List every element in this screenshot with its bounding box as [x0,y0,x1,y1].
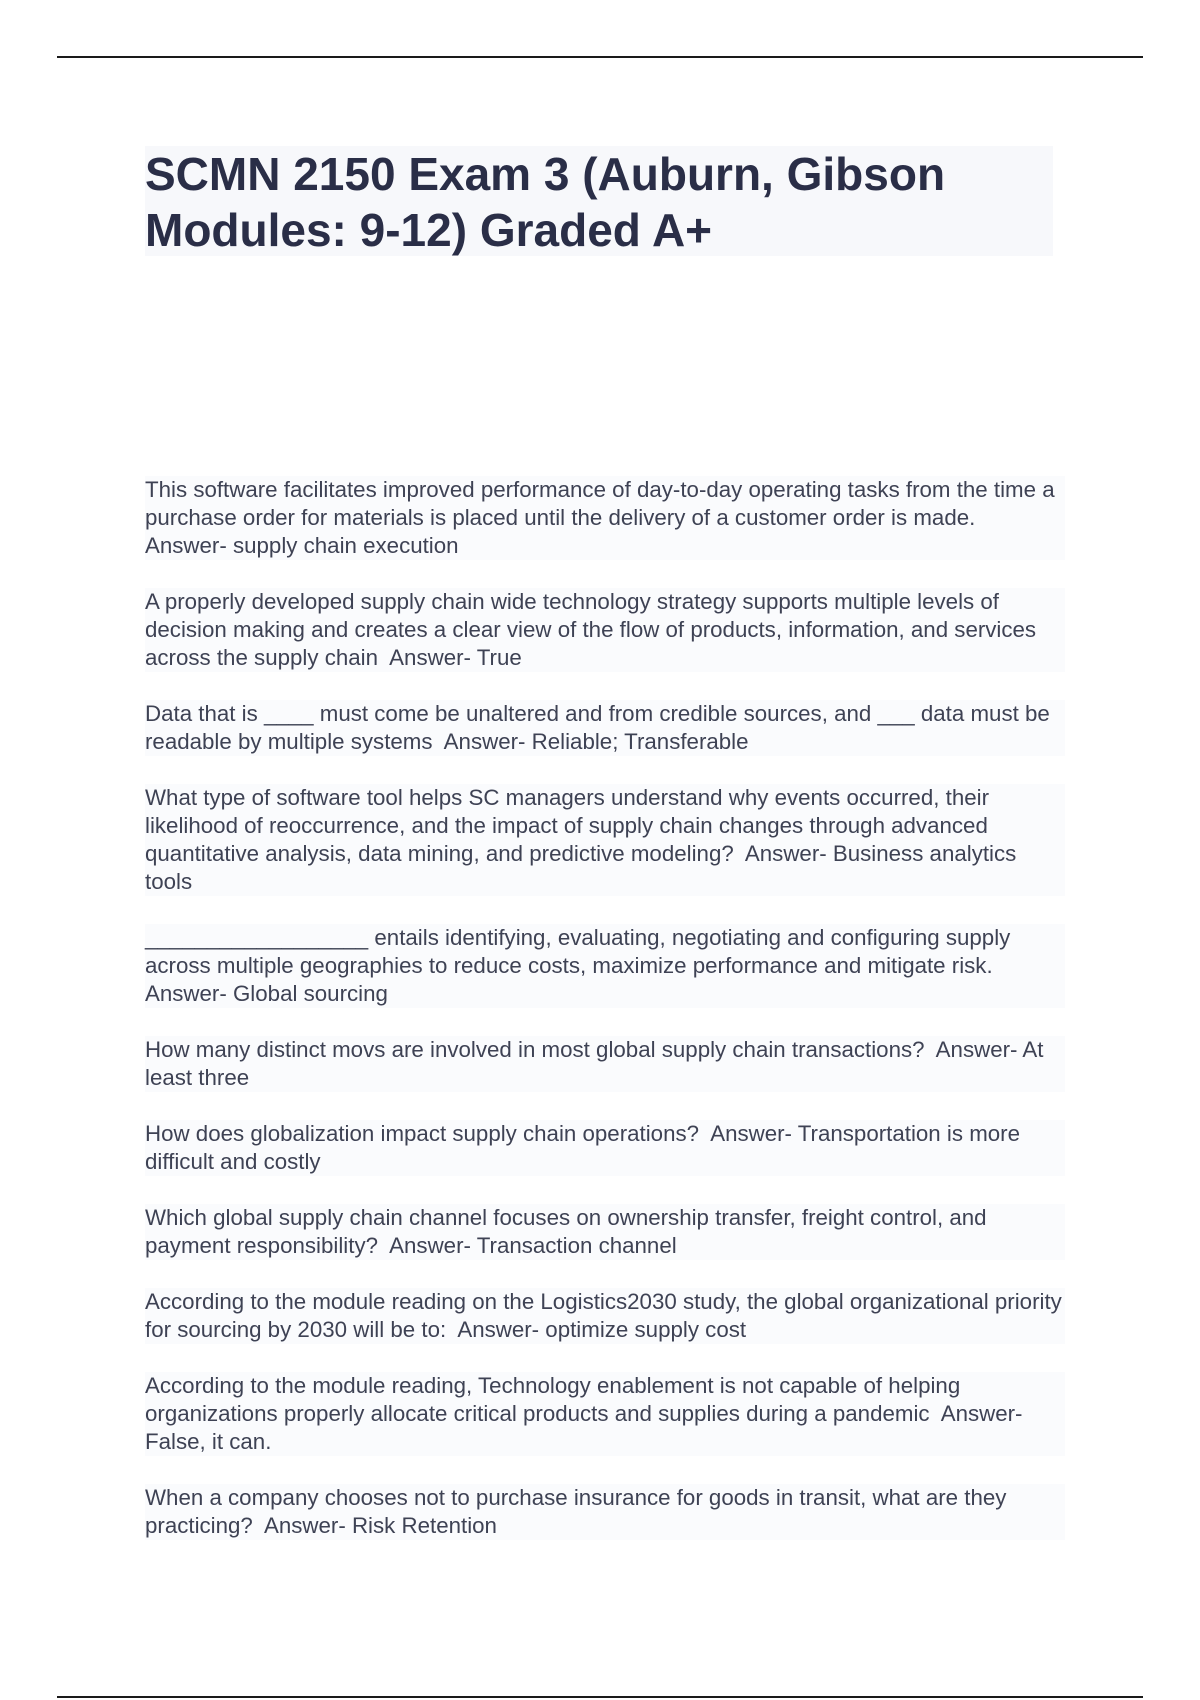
qa-item: Which global supply chain channel focuses on ownership transfer, freight control, and payment responsibility? Answer- Transaction channel [145,1204,1065,1260]
qa-item: A properly developed supply chain wide technology strategy supports multiple levels of decision making and creates a clear view of the flow of products, information, and services across the supply chain Answer- True [145,588,1065,672]
qa-item: How many distinct movs are involved in most global supply chain transactions? Answer- At least three [145,1036,1065,1092]
document-title: SCMN 2150 Exam 3 (Auburn, Gibson Modules: 9-12) Graded A+ [145,148,946,256]
header-divider [57,56,1143,58]
question-answer-list [145,476,1069,1568]
qa-item: How does globalization impact supply chain operations? Answer- Transportation is more difficult and costly [145,1120,1065,1176]
qa-item: Data that is ____ must come be unaltered and from credible sources, and ___ data must be readable by multiple systems Answer- Reliable; Transferable [145,700,1065,756]
qa-item: According to the module reading, Technology enablement is not capable of helping organizations properly allocate critical products and supplies during a pandemic Answer- False, it can. [145,1372,1065,1456]
footer-divider [57,1696,1143,1698]
qa-item: __________________ entails identifying, evaluating, negotiating and configuring supply across multiple geographies to reduce costs, maximize performance and mitigate risk. Answer- Global sourcing [145,924,1065,1008]
qa-item: When a company chooses not to purchase insurance for goods in transit, what are they practicing? Answer- Risk Retention [145,1484,1065,1540]
qa-item: This software facilitates improved performance of day-to-day operating tasks from the time a purchase order for materials is placed until the delivery of a customer order is made. Answer- supply chain execution [145,476,1065,560]
qa-item: What type of software tool helps SC managers understand why events occurred, their likelihood of reoccurrence, and the impact of supply chain changes through advanced quantitative analysis, data mining, and predictive modeling? Answer- Business analytics tools [145,784,1065,896]
qa-item: According to the module reading on the Logistics2030 study, the global organizational priority for sourcing by 2030 will be to: Answer- optimize supply cost [145,1289,1069,1342]
title-block [145,146,1053,256]
